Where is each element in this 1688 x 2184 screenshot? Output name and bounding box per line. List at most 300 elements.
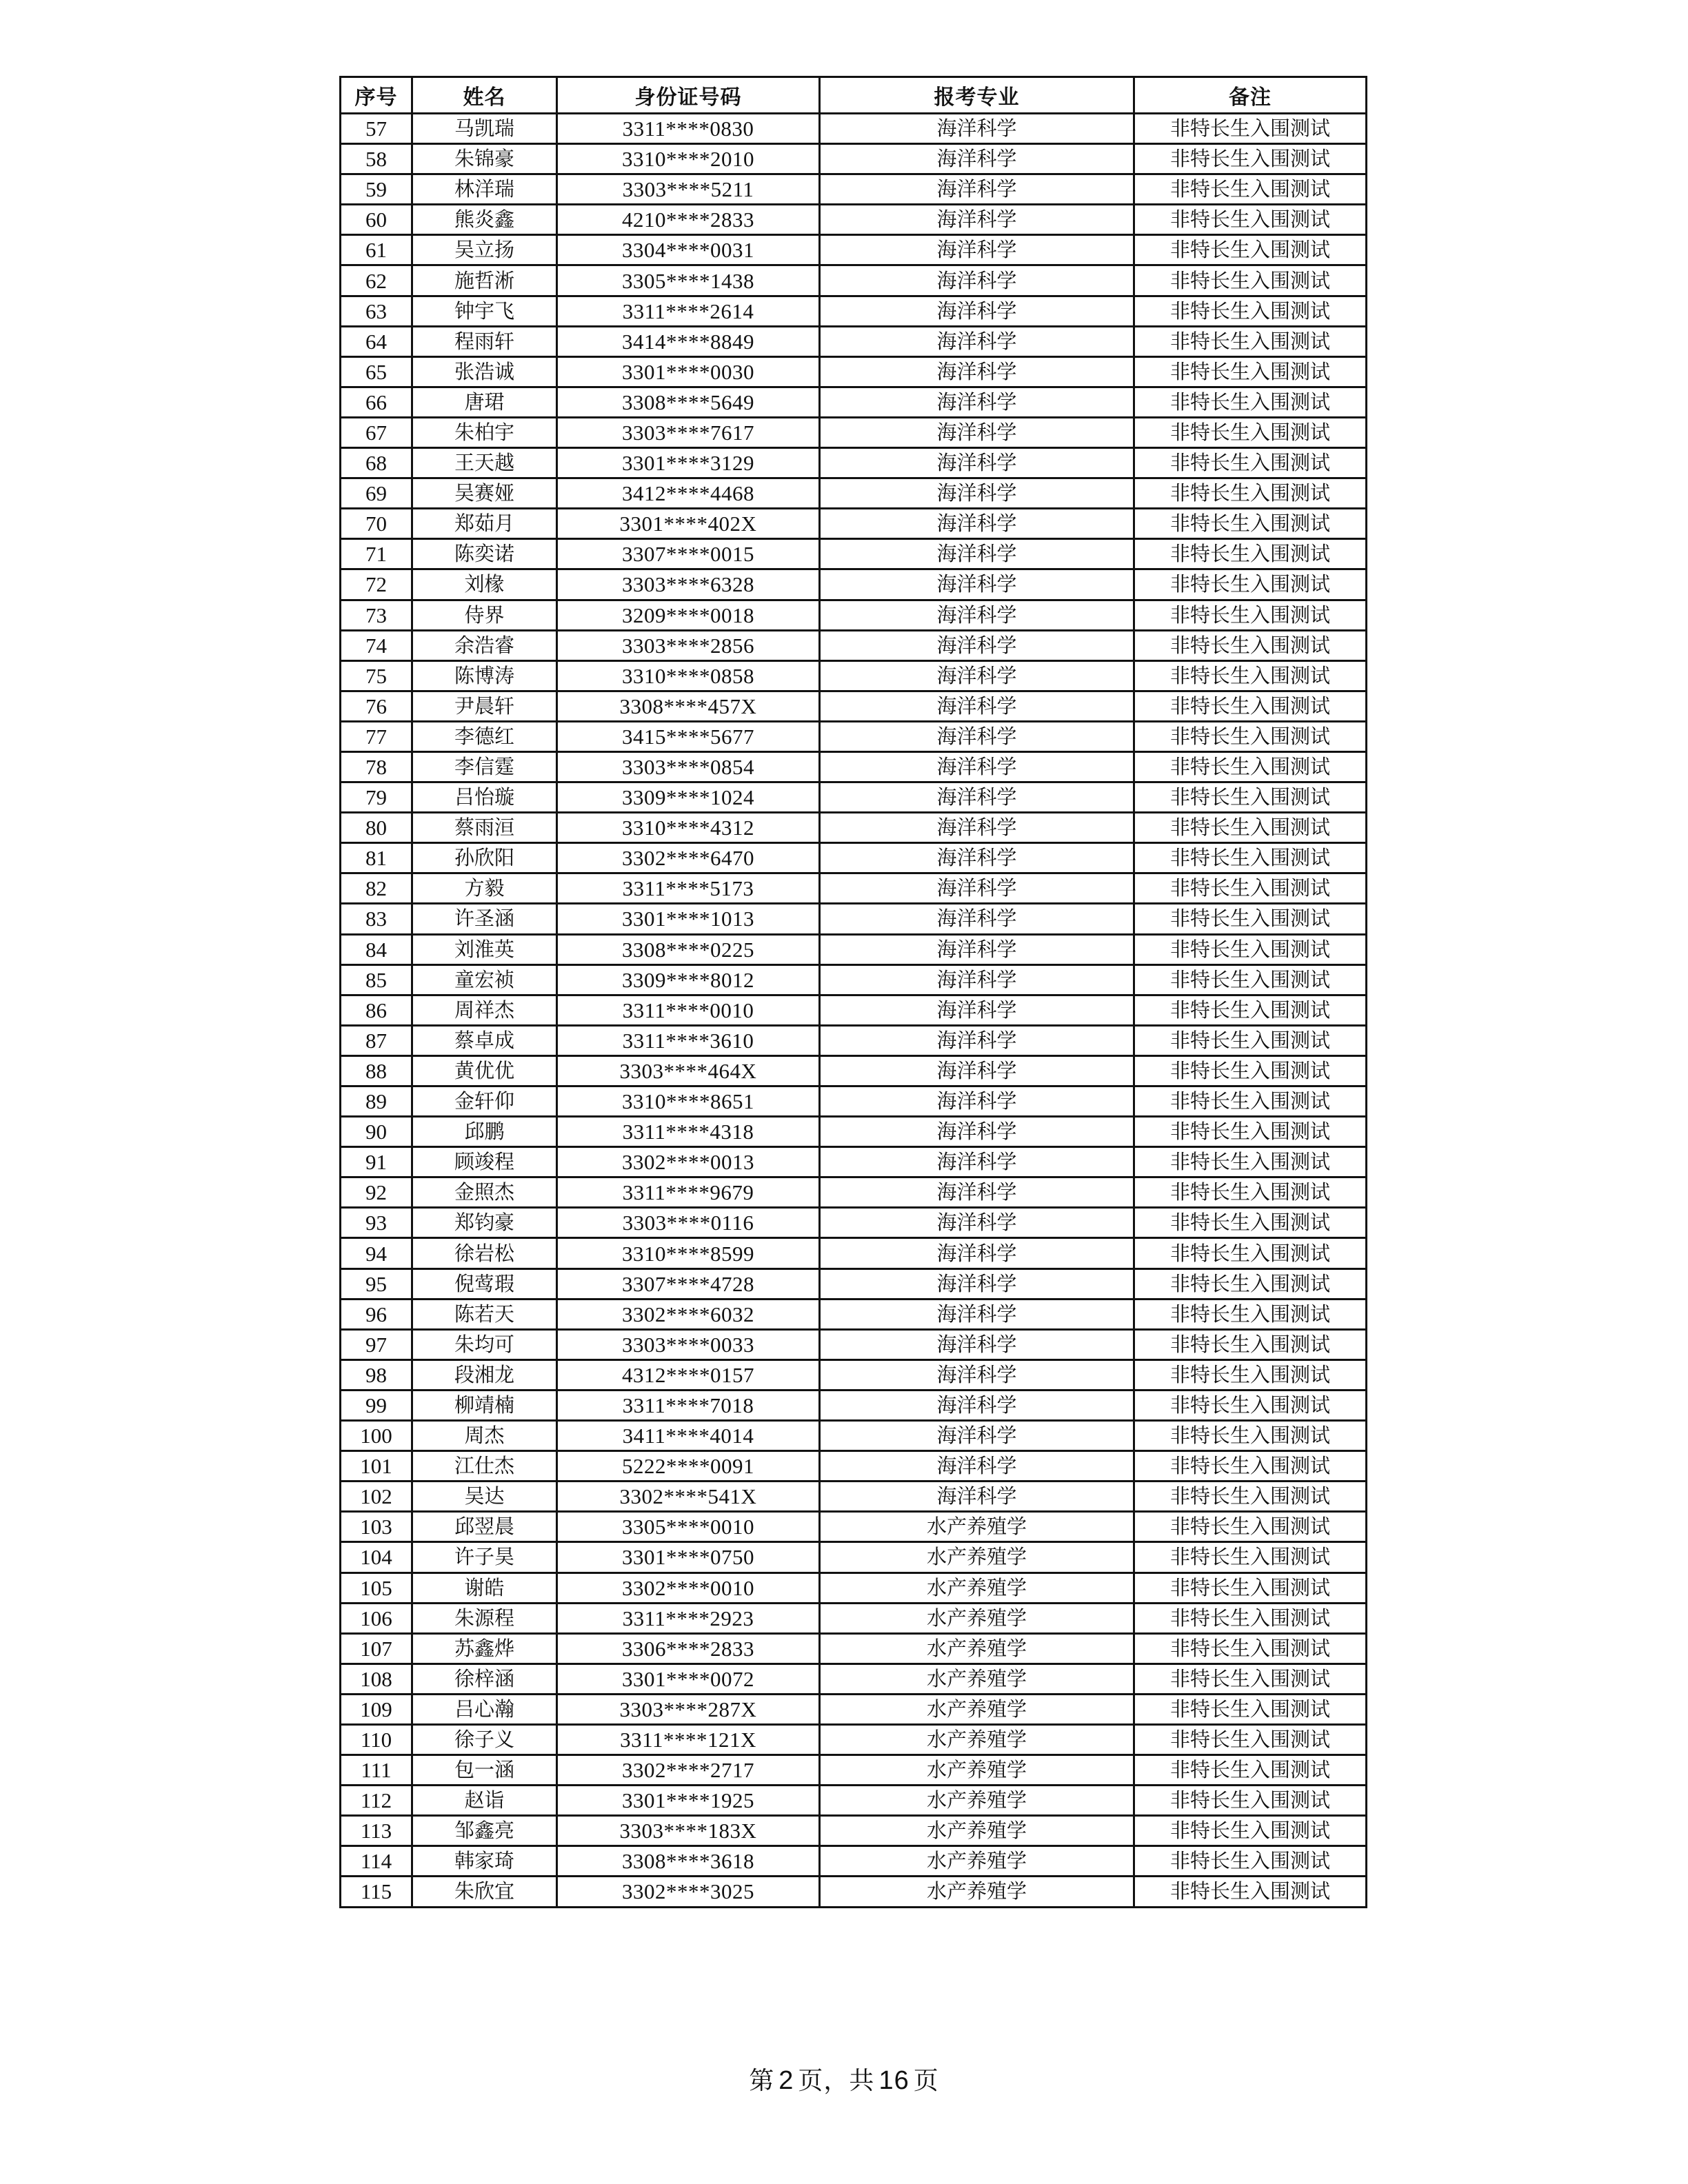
table-row xyxy=(341,1299,1367,1329)
table-row xyxy=(341,448,1367,478)
cell-name: 韩家琦 xyxy=(412,1846,557,1877)
cell-note: 非特长生入围测试 xyxy=(1134,1877,1367,1907)
cell-note: 非特长生入围测试 xyxy=(1134,1664,1367,1694)
cell-id-number: 3311****0010 xyxy=(557,995,820,1025)
cell-seq: 115 xyxy=(341,1877,412,1907)
cell-note: 非特长生入围测试 xyxy=(1134,235,1367,265)
cell-note: 非特长生入围测试 xyxy=(1134,995,1367,1025)
cell-major: 水产养殖学 xyxy=(820,1633,1134,1664)
cell-id-number: 3310****8599 xyxy=(557,1238,820,1268)
cell-id-number: 3311****3610 xyxy=(557,1025,820,1055)
cell-note: 非特长生入围测试 xyxy=(1134,509,1367,539)
cell-id-number: 3302****541X xyxy=(557,1482,820,1512)
cell-id-number: 3311****0830 xyxy=(557,114,820,144)
cell-note: 非特长生入围测试 xyxy=(1134,1694,1367,1724)
cell-note: 非特长生入围测试 xyxy=(1134,1482,1367,1512)
table-row xyxy=(341,600,1367,630)
cell-name: 陈若天 xyxy=(412,1299,557,1329)
table-row xyxy=(341,1086,1367,1117)
cell-note: 非特长生入围测试 xyxy=(1134,296,1367,326)
cell-id-number: 3307****4728 xyxy=(557,1268,820,1299)
cell-major: 海洋科学 xyxy=(820,782,1134,813)
cell-name: 苏鑫烨 xyxy=(412,1633,557,1664)
cell-major: 海洋科学 xyxy=(820,1268,1134,1299)
cell-major: 海洋科学 xyxy=(820,1451,1134,1482)
cell-note: 非特长生入围测试 xyxy=(1134,205,1367,235)
cell-note: 非特长生入围测试 xyxy=(1134,1816,1367,1846)
cell-seq: 64 xyxy=(341,326,412,356)
cell-seq: 59 xyxy=(341,174,412,205)
cell-major: 水产养殖学 xyxy=(820,1846,1134,1877)
cell-name: 施哲淅 xyxy=(412,265,557,296)
cell-major: 海洋科学 xyxy=(820,1238,1134,1268)
candidate-roster-table xyxy=(339,76,1367,1908)
cell-note: 非特长生入围测试 xyxy=(1134,1755,1367,1786)
cell-seq: 79 xyxy=(341,782,412,813)
cell-major: 海洋科学 xyxy=(820,1329,1134,1359)
cell-id-number: 3302****6032 xyxy=(557,1299,820,1329)
cell-seq: 65 xyxy=(341,356,412,387)
cell-seq: 104 xyxy=(341,1542,412,1573)
cell-major: 海洋科学 xyxy=(820,235,1134,265)
cell-seq: 94 xyxy=(341,1238,412,1268)
cell-seq: 113 xyxy=(341,1816,412,1846)
cell-id-number: 5222****0091 xyxy=(557,1451,820,1482)
cell-id-number: 3305****0010 xyxy=(557,1512,820,1542)
cell-major: 海洋科学 xyxy=(820,904,1134,934)
cell-major: 海洋科学 xyxy=(820,1482,1134,1512)
cell-seq: 85 xyxy=(341,964,412,995)
cell-note: 非特长生入围测试 xyxy=(1134,1147,1367,1177)
cell-note: 非特长生入围测试 xyxy=(1134,417,1367,447)
cell-seq: 63 xyxy=(341,296,412,326)
cell-seq: 78 xyxy=(341,751,412,782)
cell-id-number: 3303****464X xyxy=(557,1055,820,1086)
cell-major: 海洋科学 xyxy=(820,356,1134,387)
table-row xyxy=(341,1177,1367,1208)
cell-name: 顾竣程 xyxy=(412,1147,557,1177)
cell-note: 非特长生入围测试 xyxy=(1134,904,1367,934)
table-row xyxy=(341,1664,1367,1694)
cell-name: 钟宇飞 xyxy=(412,296,557,326)
table-row xyxy=(341,934,1367,964)
cell-note: 非特长生入围测试 xyxy=(1134,1542,1367,1573)
cell-seq: 111 xyxy=(341,1755,412,1786)
cell-seq: 100 xyxy=(341,1421,412,1451)
cell-seq: 88 xyxy=(341,1055,412,1086)
cell-name: 邹鑫亮 xyxy=(412,1816,557,1846)
cell-name: 赵诣 xyxy=(412,1786,557,1816)
cell-note: 非特长生入围测试 xyxy=(1134,782,1367,813)
cell-note: 非特长生入围测试 xyxy=(1134,843,1367,873)
cell-name: 余浩睿 xyxy=(412,630,557,660)
table-row xyxy=(341,1846,1367,1877)
table-row xyxy=(341,630,1367,660)
cell-note: 非特长生入围测试 xyxy=(1134,174,1367,205)
page-footer xyxy=(0,2061,1688,2096)
cell-seq: 101 xyxy=(341,1451,412,1482)
cell-id-number: 3310****4312 xyxy=(557,813,820,843)
cell-major: 海洋科学 xyxy=(820,660,1134,691)
table-row xyxy=(341,1451,1367,1482)
cell-note: 非特长生入围测试 xyxy=(1134,934,1367,964)
table-row xyxy=(341,265,1367,296)
cell-major: 海洋科学 xyxy=(820,721,1134,751)
cell-id-number: 3310****2010 xyxy=(557,144,820,174)
table-row xyxy=(341,326,1367,356)
cell-major: 海洋科学 xyxy=(820,873,1134,904)
cell-major: 海洋科学 xyxy=(820,205,1134,235)
table-row xyxy=(341,1359,1367,1390)
cell-note: 非特长生入围测试 xyxy=(1134,1421,1367,1451)
cell-seq: 107 xyxy=(341,1633,412,1664)
table-row xyxy=(341,1390,1367,1420)
cell-name: 金照杰 xyxy=(412,1177,557,1208)
table-row xyxy=(341,144,1367,174)
cell-seq: 97 xyxy=(341,1329,412,1359)
cell-name: 谢皓 xyxy=(412,1573,557,1603)
cell-id-number: 3303****0116 xyxy=(557,1208,820,1238)
cell-note: 非特长生入围测试 xyxy=(1134,265,1367,296)
cell-id-number: 3311****9679 xyxy=(557,1177,820,1208)
cell-note: 非特长生入围测试 xyxy=(1134,1117,1367,1147)
cell-note: 非特长生入围测试 xyxy=(1134,114,1367,144)
cell-note: 非特长生入围测试 xyxy=(1134,1512,1367,1542)
table-row xyxy=(341,205,1367,235)
cell-note: 非特长生入围测试 xyxy=(1134,1268,1367,1299)
cell-major: 海洋科学 xyxy=(820,509,1134,539)
cell-name: 尹晨轩 xyxy=(412,691,557,721)
cell-name: 江仕杰 xyxy=(412,1451,557,1482)
cell-seq: 90 xyxy=(341,1117,412,1147)
cell-major: 海洋科学 xyxy=(820,144,1134,174)
table-row xyxy=(341,539,1367,569)
cell-seq: 73 xyxy=(341,600,412,630)
cell-seq: 112 xyxy=(341,1786,412,1816)
table-row xyxy=(341,1268,1367,1299)
cell-note: 非特长生入围测试 xyxy=(1134,1238,1367,1268)
cell-name: 金轩仰 xyxy=(412,1086,557,1117)
cell-id-number: 3303****287X xyxy=(557,1694,820,1724)
header-note: 备注 xyxy=(1134,77,1367,114)
header-major: 报考专业 xyxy=(820,77,1134,114)
cell-id-number: 3301****1013 xyxy=(557,904,820,934)
cell-id-number: 3304****0031 xyxy=(557,235,820,265)
cell-major: 海洋科学 xyxy=(820,630,1134,660)
cell-id-number: 3301****402X xyxy=(557,509,820,539)
cell-seq: 72 xyxy=(341,569,412,600)
cell-name: 李德红 xyxy=(412,721,557,751)
cell-note: 非特长生入围测试 xyxy=(1134,1025,1367,1055)
cell-seq: 95 xyxy=(341,1268,412,1299)
cell-note: 非特长生入围测试 xyxy=(1134,1086,1367,1117)
table-row xyxy=(341,964,1367,995)
cell-seq: 71 xyxy=(341,539,412,569)
cell-note: 非特长生入围测试 xyxy=(1134,387,1367,417)
table-row xyxy=(341,1573,1367,1603)
cell-note: 非特长生入围测试 xyxy=(1134,873,1367,904)
table-row xyxy=(341,873,1367,904)
cell-id-number: 3302****0013 xyxy=(557,1147,820,1177)
cell-id-number: 3303****0033 xyxy=(557,1329,820,1359)
table-row xyxy=(341,843,1367,873)
cell-id-number: 3311****2923 xyxy=(557,1603,820,1633)
cell-id-number: 3308****0225 xyxy=(557,934,820,964)
cell-major: 海洋科学 xyxy=(820,1147,1134,1177)
cell-note: 非特长生入围测试 xyxy=(1134,1329,1367,1359)
cell-note: 非特长生入围测试 xyxy=(1134,539,1367,569)
cell-name: 林洋瑞 xyxy=(412,174,557,205)
cell-name: 孙欣阳 xyxy=(412,843,557,873)
cell-name: 唐珺 xyxy=(412,387,557,417)
cell-major: 海洋科学 xyxy=(820,1025,1134,1055)
cell-note: 非特长生入围测试 xyxy=(1134,1299,1367,1329)
table-row xyxy=(341,751,1367,782)
cell-id-number: 3412****4468 xyxy=(557,478,820,509)
table-row xyxy=(341,174,1367,205)
table-row xyxy=(341,904,1367,934)
cell-name: 郑茹月 xyxy=(412,509,557,539)
table-row xyxy=(341,1147,1367,1177)
cell-note: 非特长生入围测试 xyxy=(1134,751,1367,782)
cell-note: 非特长生入围测试 xyxy=(1134,448,1367,478)
cell-note: 非特长生入围测试 xyxy=(1134,630,1367,660)
cell-major: 海洋科学 xyxy=(820,448,1134,478)
cell-seq: 110 xyxy=(341,1724,412,1755)
table-body xyxy=(341,114,1367,1908)
cell-major: 海洋科学 xyxy=(820,478,1134,509)
table-row xyxy=(341,1512,1367,1542)
cell-major: 海洋科学 xyxy=(820,1299,1134,1329)
table-row xyxy=(341,1025,1367,1055)
cell-note: 非特长生入围测试 xyxy=(1134,1359,1367,1390)
cell-major: 海洋科学 xyxy=(820,1421,1134,1451)
cell-major: 海洋科学 xyxy=(820,114,1134,144)
cell-note: 非特长生入围测试 xyxy=(1134,1055,1367,1086)
cell-note: 非特长生入围测试 xyxy=(1134,1390,1367,1420)
cell-note: 非特长生入围测试 xyxy=(1134,1208,1367,1238)
cell-major: 海洋科学 xyxy=(820,387,1134,417)
cell-id-number: 3303****0854 xyxy=(557,751,820,782)
cell-name: 郑钧豪 xyxy=(412,1208,557,1238)
cell-seq: 58 xyxy=(341,144,412,174)
cell-note: 非特长生入围测试 xyxy=(1134,600,1367,630)
cell-name: 陈博涛 xyxy=(412,660,557,691)
cell-seq: 82 xyxy=(341,873,412,904)
cell-id-number: 3308****3618 xyxy=(557,1846,820,1877)
table-row xyxy=(341,1786,1367,1816)
table-row xyxy=(341,782,1367,813)
cell-note: 非特长生入围测试 xyxy=(1134,1603,1367,1633)
cell-name: 陈奕诺 xyxy=(412,539,557,569)
cell-seq: 77 xyxy=(341,721,412,751)
cell-name: 倪莺瑕 xyxy=(412,1268,557,1299)
cell-name: 吴赛娅 xyxy=(412,478,557,509)
cell-major: 海洋科学 xyxy=(820,539,1134,569)
cell-major: 海洋科学 xyxy=(820,751,1134,782)
cell-id-number: 3303****6328 xyxy=(557,569,820,600)
cell-id-number: 3308****5649 xyxy=(557,387,820,417)
table-row xyxy=(341,1755,1367,1786)
cell-name: 侍界 xyxy=(412,600,557,630)
cell-id-number: 3303****183X xyxy=(557,1816,820,1846)
table-row xyxy=(341,1816,1367,1846)
cell-name: 徐岩松 xyxy=(412,1238,557,1268)
cell-major: 海洋科学 xyxy=(820,1390,1134,1420)
cell-name: 包一涵 xyxy=(412,1755,557,1786)
cell-id-number: 3303****7617 xyxy=(557,417,820,447)
table-row xyxy=(341,1482,1367,1512)
cell-seq: 109 xyxy=(341,1694,412,1724)
table-row xyxy=(341,1055,1367,1086)
footer-prefix: 第 xyxy=(749,2067,775,2095)
cell-name: 王天越 xyxy=(412,448,557,478)
table-row xyxy=(341,478,1367,509)
cell-note: 非特长生入围测试 xyxy=(1134,1177,1367,1208)
table-row xyxy=(341,1208,1367,1238)
cell-seq: 81 xyxy=(341,843,412,873)
cell-note: 非特长生入围测试 xyxy=(1134,721,1367,751)
cell-seq: 75 xyxy=(341,660,412,691)
cell-major: 海洋科学 xyxy=(820,1359,1134,1390)
cell-name: 段湘龙 xyxy=(412,1359,557,1390)
cell-id-number: 3303****2856 xyxy=(557,630,820,660)
cell-seq: 66 xyxy=(341,387,412,417)
cell-name: 朱锦豪 xyxy=(412,144,557,174)
cell-id-number: 3311****7018 xyxy=(557,1390,820,1420)
cell-name: 朱源程 xyxy=(412,1603,557,1633)
cell-id-number: 3302****6470 xyxy=(557,843,820,873)
cell-note: 非特长生入围测试 xyxy=(1134,356,1367,387)
cell-major: 水产养殖学 xyxy=(820,1694,1134,1724)
cell-seq: 70 xyxy=(341,509,412,539)
cell-note: 非特长生入围测试 xyxy=(1134,813,1367,843)
cell-note: 非特长生入围测试 xyxy=(1134,1786,1367,1816)
cell-name: 方毅 xyxy=(412,873,557,904)
cell-id-number: 3311****5173 xyxy=(557,873,820,904)
cell-id-number: 3307****0015 xyxy=(557,539,820,569)
cell-seq: 92 xyxy=(341,1177,412,1208)
table-row xyxy=(341,1421,1367,1451)
cell-name: 周祥杰 xyxy=(412,995,557,1025)
cell-major: 海洋科学 xyxy=(820,964,1134,995)
cell-major: 水产养殖学 xyxy=(820,1724,1134,1755)
cell-seq: 62 xyxy=(341,265,412,296)
cell-note: 非特长生入围测试 xyxy=(1134,144,1367,174)
cell-major: 海洋科学 xyxy=(820,934,1134,964)
cell-name: 邱鹏 xyxy=(412,1117,557,1147)
cell-seq: 80 xyxy=(341,813,412,843)
cell-name: 徐梓涵 xyxy=(412,1664,557,1694)
cell-id-number: 3302****3025 xyxy=(557,1877,820,1907)
cell-major: 海洋科学 xyxy=(820,326,1134,356)
current-page-number: 2 xyxy=(778,2066,794,2095)
cell-major: 海洋科学 xyxy=(820,1055,1134,1086)
cell-id-number: 3306****2833 xyxy=(557,1633,820,1664)
cell-major: 海洋科学 xyxy=(820,843,1134,873)
table-row xyxy=(341,1724,1367,1755)
table-row xyxy=(341,114,1367,144)
table-row xyxy=(341,691,1367,721)
table-row xyxy=(341,995,1367,1025)
cell-id-number: 3301****1925 xyxy=(557,1786,820,1816)
cell-major: 海洋科学 xyxy=(820,600,1134,630)
table-row xyxy=(341,660,1367,691)
cell-note: 非特长生入围测试 xyxy=(1134,660,1367,691)
cell-note: 非特长生入围测试 xyxy=(1134,1451,1367,1482)
cell-major: 海洋科学 xyxy=(820,995,1134,1025)
table-row xyxy=(341,1877,1367,1907)
cell-name: 张浩诚 xyxy=(412,356,557,387)
cell-major: 海洋科学 xyxy=(820,691,1134,721)
cell-major: 水产养殖学 xyxy=(820,1603,1134,1633)
cell-seq: 60 xyxy=(341,205,412,235)
table-row xyxy=(341,1542,1367,1573)
cell-name: 朱柏宇 xyxy=(412,417,557,447)
cell-seq: 61 xyxy=(341,235,412,265)
cell-seq: 105 xyxy=(341,1573,412,1603)
cell-seq: 114 xyxy=(341,1846,412,1877)
cell-id-number: 3301****3129 xyxy=(557,448,820,478)
cell-seq: 106 xyxy=(341,1603,412,1633)
cell-seq: 86 xyxy=(341,995,412,1025)
cell-name: 朱均可 xyxy=(412,1329,557,1359)
cell-id-number: 3309****1024 xyxy=(557,782,820,813)
cell-name: 柳靖楠 xyxy=(412,1390,557,1420)
cell-name: 吕心瀚 xyxy=(412,1694,557,1724)
cell-note: 非特长生入围测试 xyxy=(1134,326,1367,356)
cell-name: 熊炎鑫 xyxy=(412,205,557,235)
cell-name: 邱翌晨 xyxy=(412,1512,557,1542)
table-row xyxy=(341,356,1367,387)
cell-major: 海洋科学 xyxy=(820,296,1134,326)
cell-major: 水产养殖学 xyxy=(820,1755,1134,1786)
cell-major: 海洋科学 xyxy=(820,1086,1134,1117)
cell-note: 非特长生入围测试 xyxy=(1134,478,1367,509)
cell-name: 吴立扬 xyxy=(412,235,557,265)
table-row xyxy=(341,1329,1367,1359)
cell-note: 非特长生入围测试 xyxy=(1134,691,1367,721)
cell-id-number: 3411****4014 xyxy=(557,1421,820,1451)
cell-name: 马凯瑞 xyxy=(412,114,557,144)
cell-major: 海洋科学 xyxy=(820,1177,1134,1208)
table-row xyxy=(341,1238,1367,1268)
cell-major: 水产养殖学 xyxy=(820,1877,1134,1907)
cell-name: 许子昊 xyxy=(412,1542,557,1573)
table-row xyxy=(341,1633,1367,1664)
total-pages-number: 16 xyxy=(878,2066,910,2095)
cell-name: 蔡雨洹 xyxy=(412,813,557,843)
cell-name: 刘淮英 xyxy=(412,934,557,964)
cell-major: 海洋科学 xyxy=(820,174,1134,205)
table-header xyxy=(341,77,1367,114)
cell-seq: 83 xyxy=(341,904,412,934)
cell-seq: 89 xyxy=(341,1086,412,1117)
cell-seq: 93 xyxy=(341,1208,412,1238)
cell-seq: 103 xyxy=(341,1512,412,1542)
cell-note: 非特长生入围测试 xyxy=(1134,1573,1367,1603)
header-row xyxy=(341,77,1367,114)
cell-name: 吴达 xyxy=(412,1482,557,1512)
table-row xyxy=(341,296,1367,326)
cell-major: 水产养殖学 xyxy=(820,1786,1134,1816)
header-name: 姓名 xyxy=(412,77,557,114)
cell-name: 蔡卓成 xyxy=(412,1025,557,1055)
cell-seq: 96 xyxy=(341,1299,412,1329)
header-seq: 序号 xyxy=(341,77,412,114)
cell-seq: 91 xyxy=(341,1147,412,1177)
cell-name: 黄优优 xyxy=(412,1055,557,1086)
